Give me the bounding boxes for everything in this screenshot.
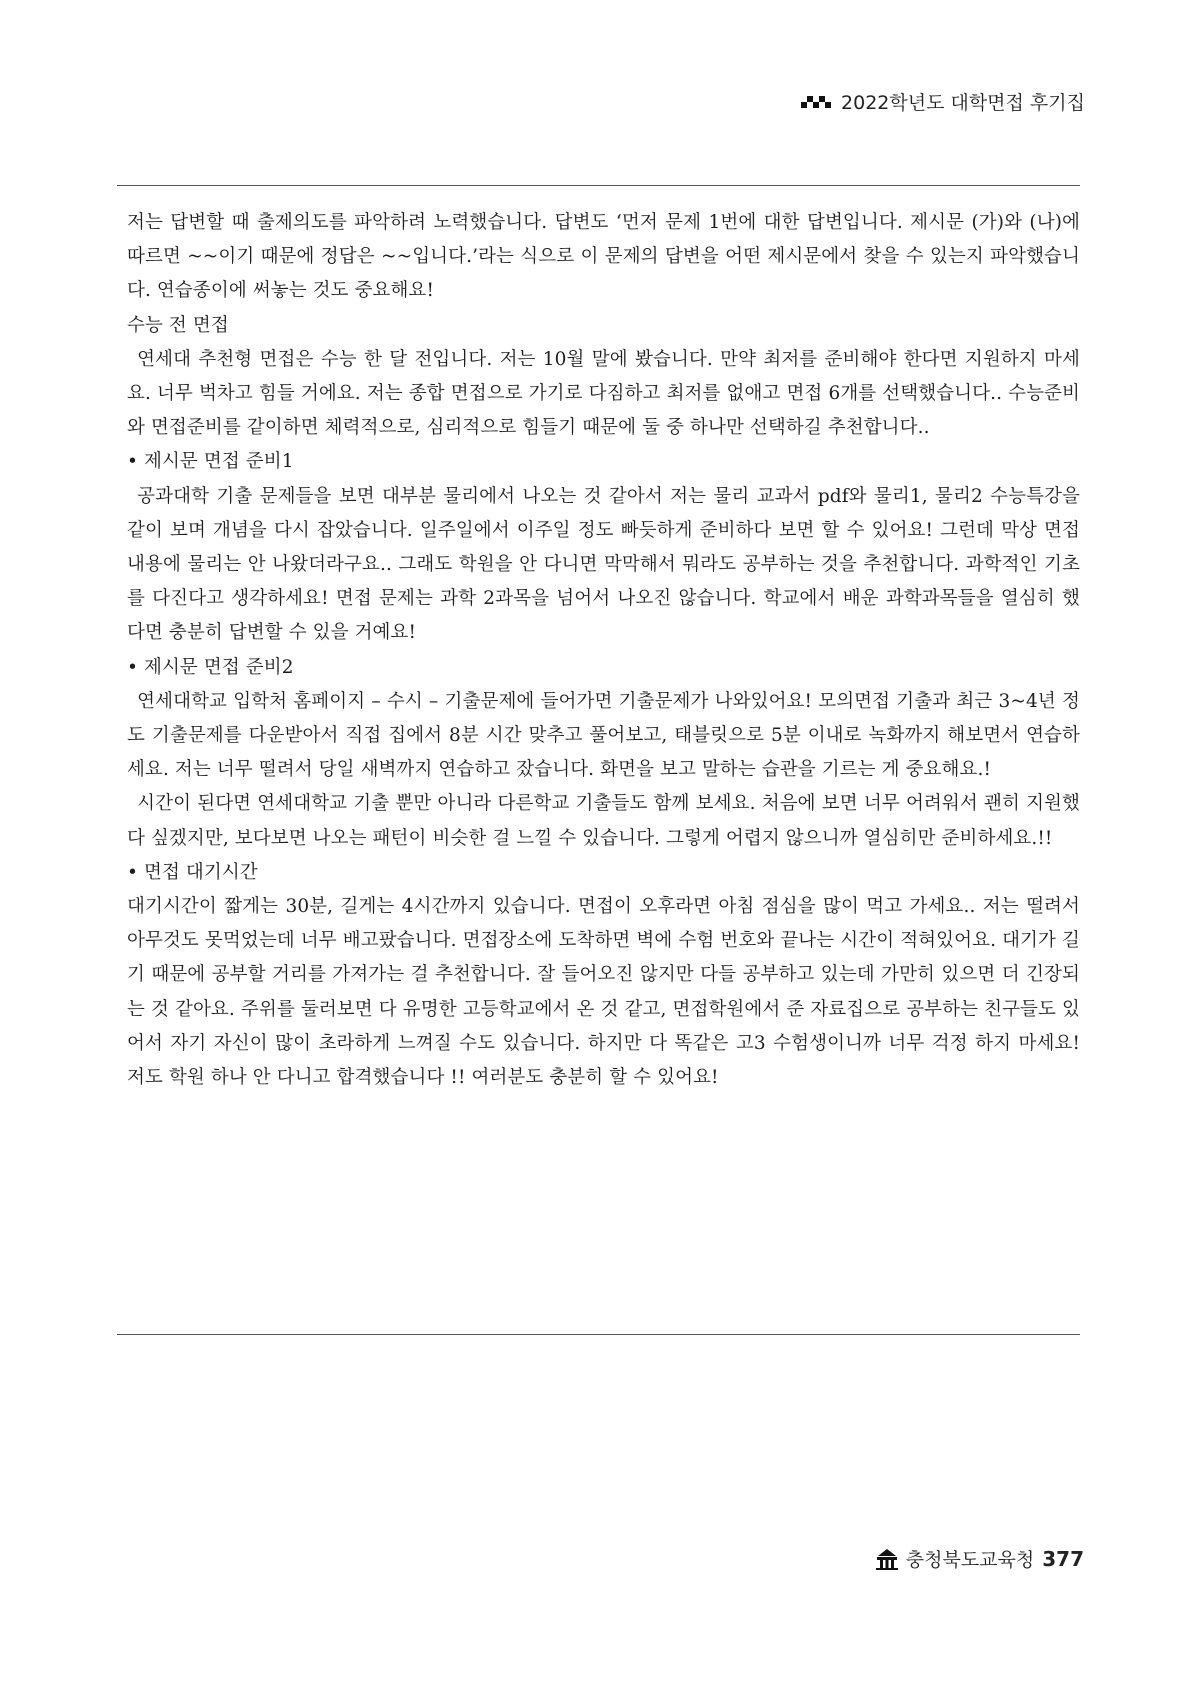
section-heading: 수능 전 면접	[127, 314, 229, 336]
paragraph: 저는 답변할 때 출제의도를 파악하려 노력했습니다. 답변도 ‘먼저 문제 1번에 대한 답변입니다. 제시문 (가)와 (나)에 따르면 ~~이기 때문에 정답은 ~~입니다.’라는 식으로 이 문제의 답변을 어떤 제시문에서 찾을 수 있는지 파악했습니다. 연습종이에 써놓는 것도 중요해요!	[127, 212, 1080, 302]
checker-squares-icon	[801, 95, 831, 109]
paragraph: 대기시간이 짧게는 30분, 길게는 4시간까지 있습니다. 면접이 오후라면 아침 점심을 많이 먹고 가세요.. 저는 떨려서 아무것도 못먹었는데 너무 배고팠습니다. 면접장소에 도착하면 벽에 수험 번호와 끝나는 시간이 적혀있어요. 대기가 길기 때문에 공부할 거리를 가져가는 걸 추천합니다. 잘 들어오진 않지만 다들 공부하고 있는데 가만히 있으면 더 긴장되는 것 같아요. 주위를 둘러보면 다 유명한 고등학교에서 온 것 같고, 면접학원에서 준 자료집으로 공부하는 친구들도 있어서 자기 자신이 많이 초라하게 느껴질 수도 있습니다. 하지만 다 똑같은 고3 수험생이니까 너무 걱정 하지 마세요! 저도 학원 하나 안 다니고 합격했습니다 !! 여러분도 충분히 할 수 있어요!	[127, 896, 1080, 1089]
bullet-heading: • 면접 대기시간	[127, 861, 258, 883]
paragraph: 공과대학 기출 문제들을 보면 대부분 물리에서 나오는 것 같아서 저는 물리 교과서 pdf와 물리1, 물리2 수능특강을 같이 보며 개념을 다시 잡았습니다. 일주일에서 이주일 정도 빠듯하게 준비하다 보면 할 수 있어요! 그런데 막상 면접 내용에 물리는 안 나왔더라구요.. 그래도 학원을 안 다니면 막막해서 뭐라도 공부하는 것을 추천합니다. 과학적인 기초를 다진다고 생각하세요! 면접 문제는 과학 2과목을 넘어서 나오진 않습니다. 학교에서 배운 과학과목들을 열심히 했다면 충분히 답변할 수 있을 거예요!	[127, 485, 1080, 644]
org-name: 충청북도교육청	[905, 1549, 1035, 1571]
running-header	[801, 88, 1085, 115]
page-footer	[874, 1545, 1084, 1572]
bullet-heading: • 제시문 면접 준비2	[127, 656, 294, 678]
paragraph: 연세대 추천형 면접은 수능 한 달 전입니다. 저는 10월 말에 봤습니다. 만약 최저를 준비해야 한다면 지원하지 마세요. 너무 벅차고 힘들 거에요. 저는 종합 면접으로 가기로 다짐하고 최저를 없애고 면접 6개를 선택했습니다.. 수능준비와 면접준비를 같이하면 체력적으로, 심리적으로 힘들기 때문에 둘 중 하나만 선택하길 추천합니다..	[127, 348, 1080, 439]
education-office-logo-icon	[874, 1548, 900, 1570]
header-title: 2022학년도 대학면접 후기집	[841, 92, 1085, 114]
paragraph: 연세대학교 입학처 홈페이지 – 수시 – 기출문제에 들어가면 기출문제가 나와있어요! 모의면접 기출과 최근 3~4년 정도 기출문제를 다운받아서 직접 집에서 8분 시간 맞추고 풀어보고, 태블릿으로 5분 이내로 녹화까지 해보면서 연습하세요. 저는 너무 떨려서 당일 새벽까지 연습하고 잤습니다. 화면을 보고 말하는 습관을 기르는 게 중요해요.!	[127, 690, 1080, 781]
bottom-divider	[117, 1334, 1080, 1335]
body-text	[127, 206, 1080, 1095]
page-number: 377	[1042, 1546, 1084, 1571]
bullet-heading: • 제시문 면접 준비1	[127, 451, 294, 473]
paragraph: 시간이 된다면 연세대학교 기출 뿐만 아니라 다른학교 기출들도 함께 보세요. 처음에 보면 너무 어려워서 괜히 지원했다 싶겠지만, 보다보면 나오는 패턴이 비슷한 걸 느낄 수 있습니다. 그렇게 어렵지 않으니까 열심히만 준비하세요.!!	[127, 793, 1080, 849]
top-divider	[117, 185, 1080, 186]
